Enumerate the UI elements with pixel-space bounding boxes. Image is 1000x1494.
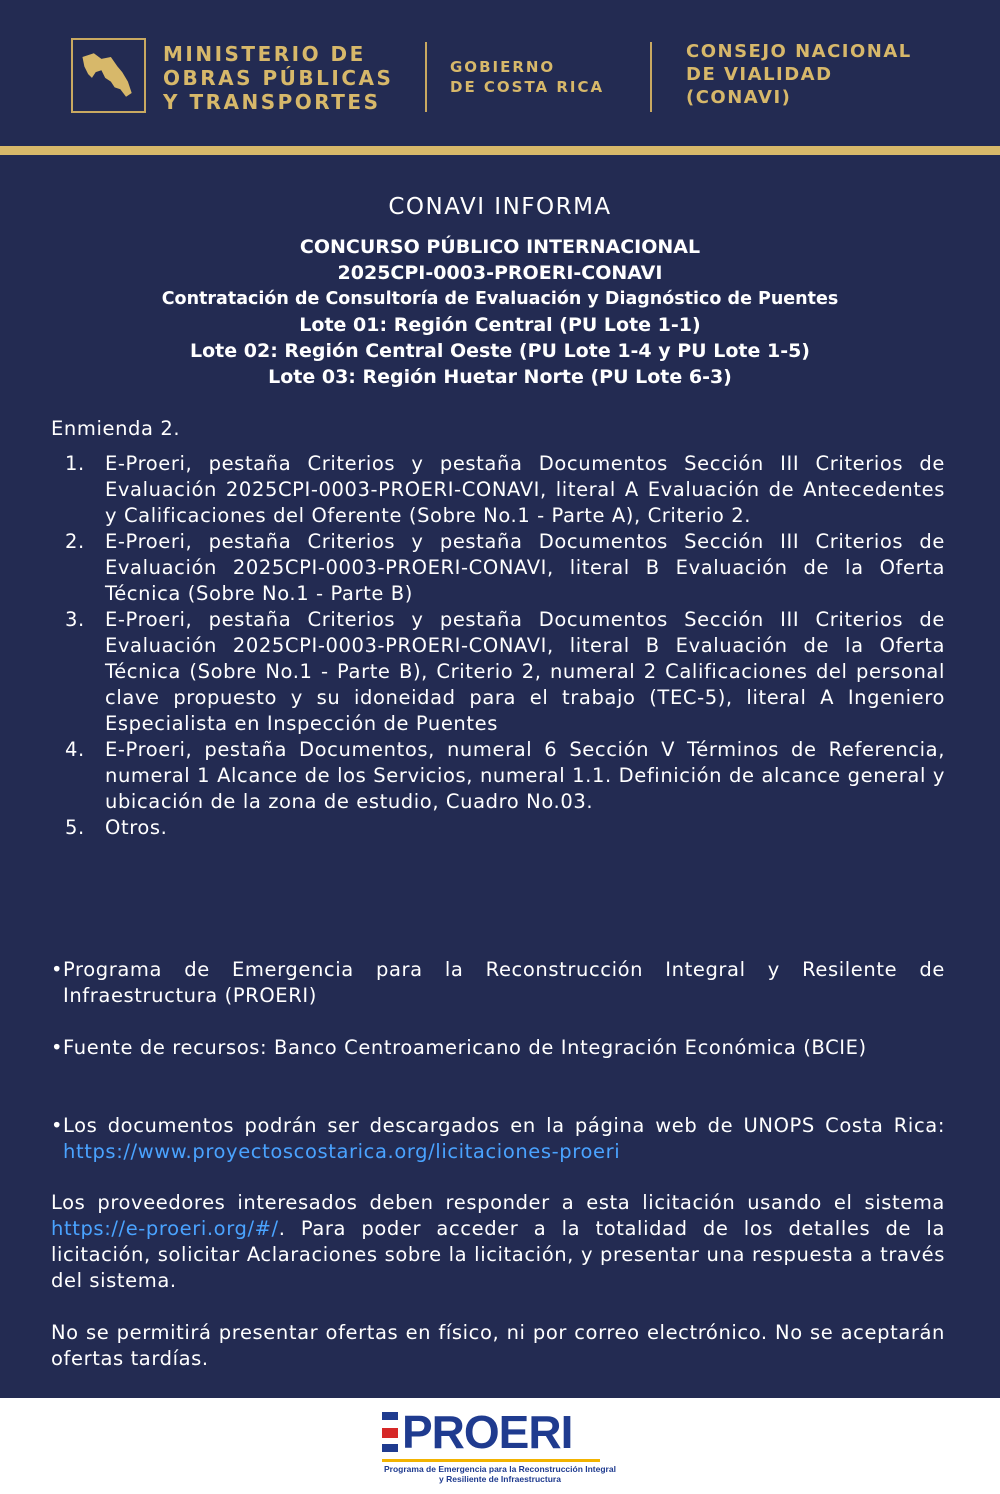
title-line: Lote 03: Región Huetar Norte (PU Lote 6-3) — [268, 366, 732, 388]
amendment-label: Enmienda 2. — [51, 417, 181, 440]
unops-link[interactable]: https://www.proyectoscostarica.org/licitaciones-proeri — [63, 1140, 621, 1163]
item-number: 4. — [65, 738, 85, 761]
response-paragraph — [51, 1190, 945, 1294]
ministry-name — [163, 42, 393, 114]
list-item — [51, 529, 945, 607]
government-line: GOBIERNO — [450, 58, 556, 76]
ministry-line: OBRAS PÚBLICAS — [163, 66, 394, 90]
title-line: Lote 02: Región Central Oeste (PU Lote 1-4 y PU Lote 1-5) — [190, 340, 810, 362]
item-text: Otros. — [105, 816, 168, 839]
bullet-dot-icon: • — [51, 958, 64, 981]
item-text: E-Proeri, pestaña Documentos, numeral 6 Sección V Términos de Referencia, numeral 1 Alcance de los Servicios, numeral 1.1. Definición de alcance general y ubicación de la zona de estudio, Cuadro No.03. — [105, 738, 945, 813]
title-line: Contratación de Consultoría de Evaluación y Diagnóstico de Puentes — [161, 289, 839, 309]
header-divider — [425, 42, 427, 112]
item-text: E-Proeri, pestaña Criterios y pestaña Documentos Sección III Criterios de Evaluación 2025CPI-0003-PROERI-CONAVI, literal B Evaluación de la Oferta Técnica (Sobre No.1 - Parte B), Criterio 2, numeral 2 Calificaciones del personal clave propuesto y su idoneidad para el trabajo (TEC-5), literal A Ingeniero Especialista en Inspección de Puentes — [105, 608, 945, 735]
ministry-line: Y TRANSPORTES — [163, 90, 381, 114]
proeri-subtitle — [380, 1464, 620, 1484]
item-number: 1. — [65, 452, 85, 475]
council-line: (CONAVI) — [686, 87, 792, 108]
header-divider — [650, 42, 652, 112]
notice-heading: CONAVI INFORMA — [388, 194, 612, 220]
list-item — [51, 607, 945, 737]
bullet-text — [51, 1113, 945, 1165]
costa-rica-flag-icon — [382, 1412, 398, 1452]
proeri-wordmark: PROERI — [402, 1406, 573, 1458]
bullet-text: Programa de Emergencia para la Reconstrucción Integral y Resilente de Infraestructura (PROERI) — [63, 958, 945, 1007]
e-proeri-link[interactable]: https://e-proeri.org/#/ — [51, 1217, 279, 1240]
subtitle-line: y Resiliente de Infraestructura — [439, 1474, 561, 1484]
program-bullet — [51, 957, 945, 1009]
bullet-dot-icon: • — [51, 1114, 64, 1137]
amendment-list — [51, 451, 945, 841]
documents-prefix: Los documentos podrán ser descargados en la página web de UNOPS Costa Rica: — [63, 1114, 945, 1137]
documents-bullet — [51, 1113, 945, 1165]
proeri-underline — [382, 1459, 600, 1462]
government-name — [450, 57, 604, 97]
item-text: E-Proeri, pestaña Criterios y pestaña Documentos Sección III Criterios de Evaluación 2025CPI-0003-PROERI-CONAVI, literal A Evaluación de Antecedentes y Calificaciones del Oferente (Sobre No.1 - Parte A), Criterio 2. — [105, 452, 945, 527]
header-gold-bar — [0, 146, 1000, 155]
title-line: Lote 01: Región Central (PU Lote 1-1) — [299, 314, 701, 336]
title-line: 2025CPI-0003-PROERI-CONAVI — [337, 262, 663, 284]
proeri-logo — [380, 1406, 620, 1490]
subtitle-line: Programa de Emergencia para la Reconstrucción Integral — [384, 1464, 616, 1474]
footer — [0, 1398, 1000, 1494]
closing-paragraph: No se permitirá presentar ofertas en físico, ni por correo electrónico. No se aceptarán ofertas tardías. — [51, 1321, 945, 1370]
list-item — [51, 815, 945, 841]
bullet-dot-icon: • — [51, 1036, 64, 1059]
header-banner — [0, 0, 1000, 146]
funding-bullet — [51, 1035, 945, 1061]
council-line: DE VIALIDAD — [686, 64, 833, 85]
item-text: E-Proeri, pestaña Criterios y pestaña Documentos Sección III Criterios de Evaluación 2025CPI-0003-PROERI-CONAVI, literal B Evaluación de la Oferta Técnica (Sobre No.1 - Parte B) — [105, 530, 945, 605]
council-line: CONSEJO NACIONAL — [686, 41, 912, 62]
item-number: 3. — [65, 608, 85, 631]
ministry-line: MINISTERIO DE — [163, 42, 366, 66]
item-number: 5. — [65, 816, 85, 839]
costa-rica-map-logo — [71, 38, 146, 113]
notice-title-block — [0, 234, 1000, 390]
government-line: DE COSTA RICA — [450, 78, 605, 96]
item-number: 2. — [65, 530, 85, 553]
list-item — [51, 737, 945, 815]
response-suffix: . Para poder acceder a la totalidad de los detalles de la licitación, solicitar Aclaraciones sobre la licitación, y presentar una respuesta a través del sistema. — [51, 1217, 945, 1292]
response-prefix: Los proveedores interesados deben responder a esta licitación usando el sistema — [51, 1191, 945, 1214]
council-name — [686, 40, 912, 109]
list-item — [51, 451, 945, 529]
bullet-text: Fuente de recursos: Banco Centroamericano de Integración Económica (BCIE) — [63, 1036, 867, 1059]
title-line: CONCURSO PÚBLICO INTERNACIONAL — [299, 236, 701, 258]
